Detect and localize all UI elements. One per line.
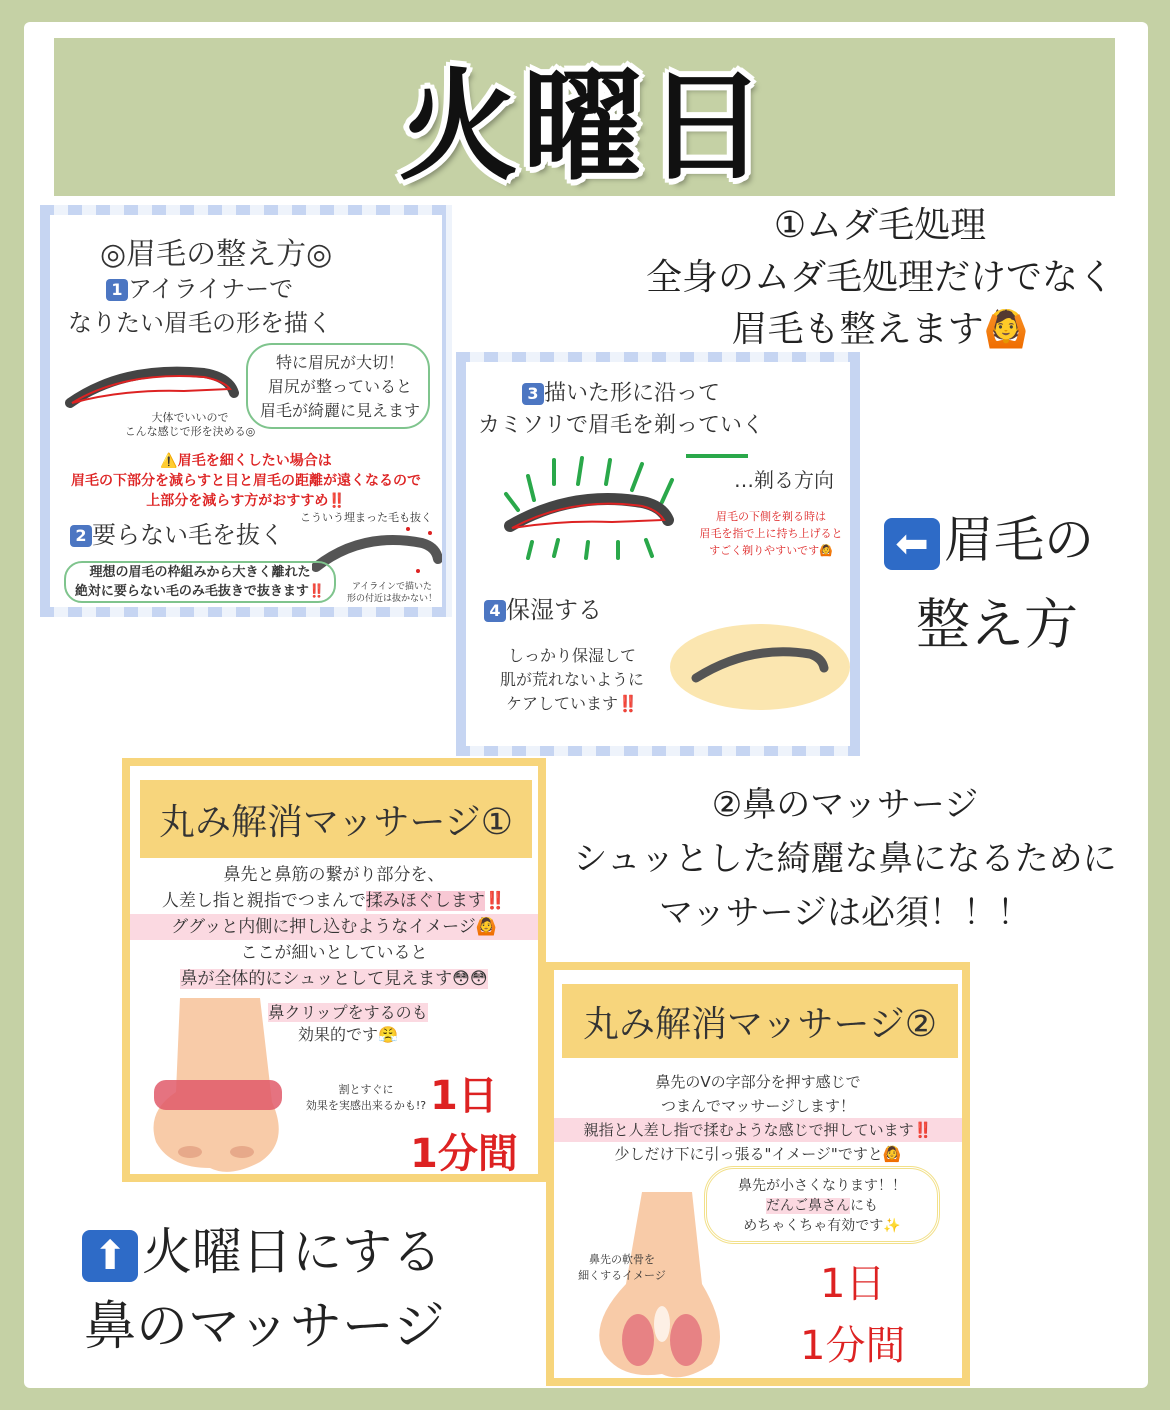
page-title: 火曜日 <box>398 58 771 197</box>
card1-oval2-text: 理想の眉毛の枠組みから大きく離れた 絶対に要らない毛のみ毛抜きで抜きます‼️ <box>74 565 326 599</box>
card1-small-note: 大体でいいので こんな感じで形を決める◎ <box>124 411 256 438</box>
keycap-3-icon: 3 <box>522 383 544 405</box>
shave-arrows-icon <box>492 450 692 568</box>
section1-line1: ①ムダ毛処理 <box>773 205 987 246</box>
section2-text: ②鼻のマッサージ シュッとした綺麗な鼻になるために マッサージは必須！！！ <box>573 785 1117 933</box>
shave-direction-line <box>686 454 748 458</box>
card1-oval-text: 特に眉尻が大切！ 眉尻が整っていると 眉毛が綺麗に見えます <box>259 353 420 420</box>
keycap-4-icon: 4 <box>484 600 506 622</box>
card4-oval-text: 鼻先が小さくなります！！ だんご鼻さんにも めちゃくちゃ有効です✨ <box>738 1178 906 1234</box>
arrow-up-icon: ⬆ <box>82 1230 138 1282</box>
section1-text <box>600 200 1160 356</box>
card2-moist-text: しっかり保湿して 肌が荒れないように ケアしています‼️ <box>499 646 644 713</box>
brow-card-2 <box>456 352 860 756</box>
card2-step3-line1: 3 描いた形に沿って <box>522 376 720 407</box>
nose-card-1 <box>122 758 546 1182</box>
card3-band: 丸み解消マッサージ① <box>140 780 532 858</box>
card2-note: 眉毛の下側を剃る時は 眉毛を指で上に持ち上げると すごく剃りやすいです🙆 <box>699 510 843 557</box>
brow-card-1 <box>40 205 452 617</box>
title-band <box>54 38 1115 196</box>
card2-direction: …剃る方向 <box>734 468 834 492</box>
side-label-brow-line1: ⬅ 眉毛の <box>884 500 1094 572</box>
card3-small-text: 割とすぐに 効果を実感出来るかも!? <box>305 1083 427 1112</box>
card2-step3-line2: カミソリで眉毛を剃っていく <box>478 413 765 438</box>
section1-line3: 眉毛も整えます🙆 <box>731 309 1029 350</box>
side-label-nose-line1: ⬆ 火曜日にする <box>82 1212 442 1284</box>
keycap-1-icon: 1 <box>106 279 128 301</box>
card2-step4: 4 保湿する <box>484 590 602 625</box>
card1-warning: ⚠️眉毛を細くしたい場合は 眉毛の下部分を減らすと目と眉毛の距離が遠くなるので 上部分を減らす方がおすすめ‼️ <box>71 453 421 509</box>
arrow-left-icon: ⬅ <box>884 518 940 570</box>
card1-eyeline-note: アイラインで描いた 形の付近は抜かない！ <box>346 582 437 604</box>
card4-minutes: 1分間 <box>800 1323 906 1369</box>
card4-day: 1日 <box>820 1261 886 1307</box>
card3-clip-text: 鼻クリップをするのも 効果的です😤 <box>268 1003 428 1044</box>
card1-step2: 2 要らない毛を抜く <box>70 515 284 550</box>
section1-line2: 全身のムダ毛処理だけでなく <box>645 257 1114 298</box>
card4-band: 丸み解消マッサージ② <box>562 984 958 1058</box>
card3-day: 1日 <box>430 1073 498 1119</box>
keycap-2-icon: 2 <box>70 525 92 547</box>
card1-step2-note: こういう埋まった毛も抜く <box>300 511 432 524</box>
card3-text: 鼻先と鼻筋の繋がり部分を、 人差し指と親指でつまんで揉みほぐします‼️ ググッと内側に押し込むようなイメージ🙆 ここが細いとしていると 鼻が全体的にシュッとして見えます😳😳 <box>130 862 538 992</box>
nose-cartilage-icon <box>582 1184 752 1384</box>
card4-text: 鼻先のVの字部分を押す感じで つまんでマッサージします！ 親指と人差し指で揉むような感じで押しています‼️ 少しだけ下に引っ張る"イメージ"ですと🙆 <box>554 1070 962 1166</box>
card1-step1-line1: 1 アイライナーで <box>106 269 293 304</box>
card4-small-text: 鼻先の軟骨を 細くするイメージ <box>578 1253 666 1282</box>
nose-card-2 <box>546 962 970 1386</box>
card1-step1-line2: なりたい眉毛の形を描く <box>68 309 332 337</box>
card1-heading: ◎眉毛の整え方◎ <box>100 237 333 272</box>
side-label-nose-line2: 鼻のマッサージ <box>84 1297 445 1357</box>
eyebrow-moist-icon <box>690 638 830 688</box>
card3-minutes: 1分間 <box>410 1131 518 1177</box>
eyebrow-outline-icon <box>64 355 244 415</box>
side-label-brow-line2: 整え方 <box>916 593 1078 656</box>
